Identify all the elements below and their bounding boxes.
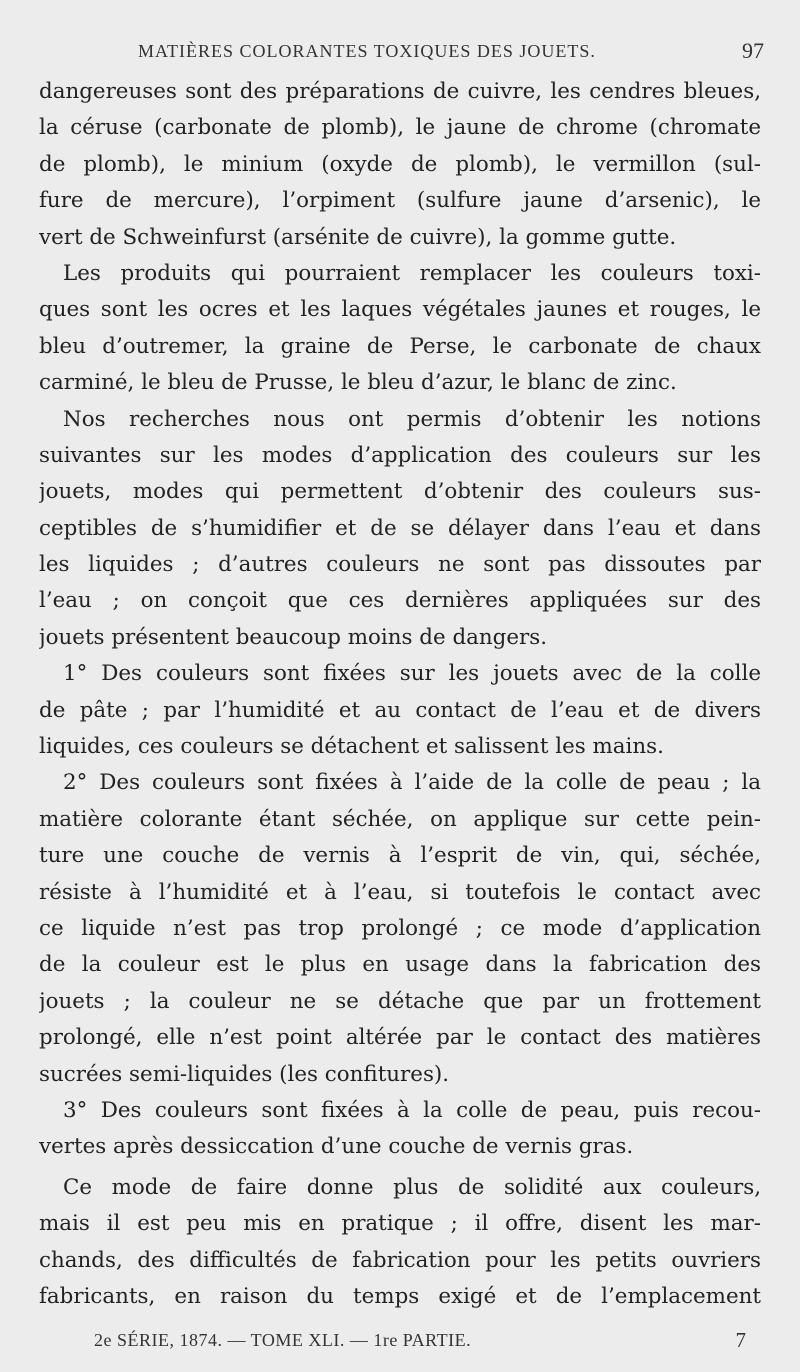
text-line: résiste à l’humidité et à l’eau, si toutefois le contact avec bbox=[39, 879, 761, 905]
text-line: ques sont les ocres et les laques végétales jaunes et rouges, le bbox=[39, 297, 761, 323]
text-line: sucrées semi-liquides (les confitures). bbox=[39, 1061, 450, 1087]
text-line: l’eau ; on conçoit que ces dernières appliquées sur des bbox=[39, 588, 761, 614]
text-line: jouets, modes qui permettent d’obtenir des couleurs sus- bbox=[39, 479, 761, 505]
text-line: 2° Des couleurs sont fixées à l’aide de la colle de peau ; la bbox=[63, 770, 761, 796]
text-line: suivantes sur les modes d’application des couleurs sur les bbox=[39, 442, 761, 468]
text-line: dangereuses sont des préparations de cuivre, les cendres bleues, bbox=[39, 79, 761, 104]
footer-signature: 2e SÉRIE, 1874. — TOME XLI. — 1re PARTIE. bbox=[94, 1330, 472, 1350]
text-line: Ce mode de faire donne plus de solidité aux couleurs, bbox=[63, 1174, 761, 1200]
text-line: chands, des difficultés de fabrication pour les petits ouvriers bbox=[39, 1247, 761, 1273]
text-line: Nos recherches nous ont permis d’obtenir les notions bbox=[63, 406, 761, 432]
body-text bbox=[39, 74, 761, 1315]
text-line: mais il est peu mis en pratique ; il offre, disent les mar- bbox=[39, 1211, 761, 1237]
text-line: de pâte ; par l’humidité et au contact de l’eau et de divers bbox=[39, 697, 761, 723]
running-title: MATIÈRES COLORANTES TOXIQUES DES JOUETS. bbox=[138, 41, 596, 61]
text-line: bleu d’outremer, la graine de Perse, le carbonate de chaux bbox=[39, 333, 761, 359]
text-line: la céruse (carbonate de plomb), le jaune de chrome (chromate bbox=[39, 115, 761, 141]
text-line: jouets présentent beaucoup moins de dangers. bbox=[39, 624, 548, 650]
sheet-number: 7 bbox=[735, 1328, 746, 1352]
text-line: vertes après dessiccation d’une couche de vernis gras. bbox=[39, 1134, 634, 1160]
text-line: les liquides ; d’autres couleurs ne sont pas dissoutes par bbox=[39, 552, 761, 578]
text-line: de plomb), le minium (oxyde de plomb), le vermillon (sul- bbox=[39, 151, 761, 177]
text-line: ture une couche de vernis à l’esprit de vin, qui, séchée, bbox=[39, 843, 761, 869]
text-line: fure de mercure), l’orpiment (sulfure jaune d’arsenic), le bbox=[39, 188, 761, 214]
text-line: prolongé, elle n’est point altérée par le contact des matières bbox=[39, 1025, 761, 1051]
text-line: carminé, le bleu de Prusse, le bleu d’azur, le blanc de zinc. bbox=[39, 370, 677, 396]
text-line: de la couleur est le plus en usage dans la fabrication des bbox=[39, 952, 761, 978]
text-line: jouets ; la couleur ne se détache que par un frottement bbox=[39, 988, 761, 1014]
page-footer bbox=[40, 1326, 760, 1358]
text-line: vert de Schweinfurst (arsénite de cuivre), la gomme gutte. bbox=[39, 224, 677, 250]
text-line: 1° Des couleurs sont fixées sur les jouets avec de la colle bbox=[63, 661, 761, 687]
text-line: Les produits qui pourraient remplacer les couleurs toxi- bbox=[63, 260, 761, 286]
text-line: ce liquide n’est pas trop prolongé ; ce mode d’application bbox=[39, 915, 761, 941]
text-line: 3° Des couleurs sont fixées à la colle de peau, puis recou- bbox=[63, 1097, 761, 1123]
text-line: ceptibles de s’humidifier et de se délayer dans l’eau et dans bbox=[39, 515, 761, 541]
text-line: liquides, ces couleurs se détachent et salissent les mains. bbox=[39, 734, 664, 760]
text-line: matière colorante étant séchée, on applique sur cette pein- bbox=[39, 806, 761, 832]
text-line: fabricants, en raison du temps exigé et de l’emplacement bbox=[39, 1283, 761, 1309]
running-head bbox=[40, 38, 764, 72]
page-number: 97 bbox=[742, 38, 764, 63]
